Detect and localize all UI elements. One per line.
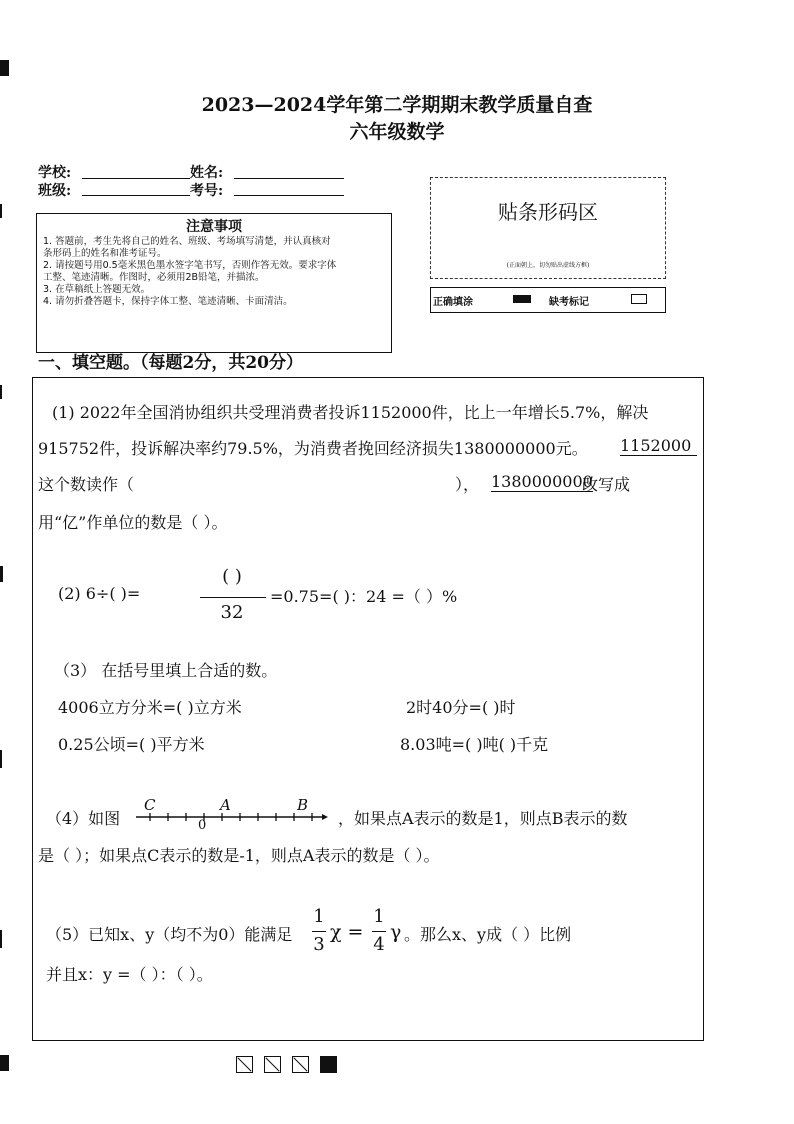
notice-line: 3. 在草稿纸上答题无效。 <box>43 284 151 295</box>
q5-fraction2-bar <box>372 931 386 932</box>
q3-item-c: 0.25公顷=( )平方米 <box>58 735 205 754</box>
q2-fraction-bar <box>200 597 266 598</box>
notice-line: 4. 请勿折叠答题卡，保持字体工整、笔迹清晰、卡面清洁。 <box>43 296 293 307</box>
q4-text: ，如果点A表示的数是1，则点B表示的数 <box>338 809 628 828</box>
registration-mark-left-3 <box>0 566 3 582</box>
q5-line2: 并且x：y =（ ）：（ ）。 <box>46 965 213 984</box>
q5-fraction2-numerator: 1 <box>373 906 385 927</box>
class-label: 班级: <box>38 183 72 199</box>
q4-line2: 是（ ）；如果点C表示的数是-1，则点A表示的数是（ ）。 <box>38 846 440 865</box>
q3-item-b: 2时40分=( )时 <box>406 698 516 717</box>
registration-mark-left-4 <box>0 750 2 768</box>
q2-fraction-numerator: ( ) <box>222 566 242 587</box>
number-line-label-b: B <box>297 796 309 814</box>
name-label: 姓名: <box>190 165 224 181</box>
q5-var2: γ <box>390 921 402 943</box>
q4-prefix: （4）如图 <box>46 809 121 828</box>
q5-var1: χ = <box>330 921 364 943</box>
barcode-note: (正面朝上，切勿贴出虚线方框) <box>506 262 590 269</box>
correct-fill-label: 正确填涂 <box>433 297 473 308</box>
absent-mark-label: 缺考标记 <box>549 297 589 308</box>
page-subtitle: 六年级数学 <box>349 121 445 143</box>
school-label: 学校: <box>38 165 72 181</box>
q5-fraction2-denominator: 4 <box>373 934 385 955</box>
q1-line3-close: ）， <box>455 475 480 494</box>
q2-fraction-denominator: 32 <box>220 602 244 623</box>
registration-mark-left-2 <box>0 385 2 399</box>
q3-item-a: 4006立方分米=( )立方米 <box>58 698 242 717</box>
page-mark-box-3 <box>292 1056 309 1073</box>
number-line-label-c: C <box>144 796 156 814</box>
q1-line1: (1) 2022年全国消协组织共受理消费者投诉1152000件，比上一年增长5.7%，解决 <box>52 403 649 422</box>
registration-mark-top-left <box>0 60 9 76</box>
q1-number-b: 1380000000 <box>491 472 593 491</box>
absent-mark-checkbox[interactable] <box>631 294 647 304</box>
q3-item-d: 8.03吨=( )吨( )千克 <box>400 735 549 754</box>
barcode-label: 贴条形码区 <box>498 200 598 224</box>
q1-number-a: 1152000 <box>620 436 697 456</box>
class-field[interactable] <box>82 195 190 196</box>
registration-mark-left-5 <box>0 930 2 948</box>
exam-number-label: 考号: <box>190 183 224 199</box>
q5-fraction1-numerator: 1 <box>313 906 325 927</box>
notice-box <box>36 213 392 353</box>
barcode-area <box>430 177 666 279</box>
q1-line2: 915752件，投诉解决率约79.5%，为消费者挽回经济损失1380000000元。 <box>38 439 588 458</box>
exam-number-field[interactable] <box>234 195 344 196</box>
section-title: 一、填空题。（每题2分，共20分） <box>38 353 303 373</box>
page-mark-box-2 <box>264 1056 281 1073</box>
page-title: 2023—2024学年第二学期期末教学质量自查 <box>201 94 593 116</box>
number-line-zero: 0 <box>198 818 207 833</box>
q2-left: (2) 6÷( )= <box>58 584 141 603</box>
q5-fraction1-denominator: 3 <box>313 934 325 955</box>
page-mark-box-1 <box>236 1056 253 1073</box>
notice-line: 条形码上的姓名和准考证号。 <box>43 248 167 259</box>
school-field[interactable] <box>82 178 190 179</box>
registration-mark-bottom-left <box>0 1055 9 1071</box>
q1-line3-end: 改写成 <box>582 475 631 494</box>
correct-fill-swatch <box>513 295 531 303</box>
page-mark-box-filled <box>320 1056 337 1073</box>
q5-prefix: （5）已知x、y（均不为0）能满足 <box>46 925 293 944</box>
q2-right: =0.75=( )：24 =（ ）% <box>270 587 458 606</box>
notice-line: 工整、笔迹清晰。作图时，必须用2B铅笔，并描浓。 <box>43 272 265 283</box>
number-line-label-a: A <box>220 796 231 814</box>
q1-line4: 用“亿”作单位的数是（ ）。 <box>38 513 228 532</box>
q1-line3-start: 这个数读作（ <box>38 475 135 494</box>
notice-line: 1. 答题前，考生先将自己的姓名、班级、考场填写清楚，并认真核对 <box>43 236 331 247</box>
notice-line: 2. 请按题号用0.5毫米黑色墨水签字笔书写，否则作答无效。要求字体 <box>43 260 337 271</box>
registration-mark-left-1 <box>0 204 2 218</box>
q5-suffix: 。那么x、y成（ ）比例 <box>404 925 572 944</box>
notice-heading: 注意事项 <box>186 219 242 235</box>
q3-title: （3） 在括号里填上合适的数。 <box>54 661 278 680</box>
name-field[interactable] <box>234 178 344 179</box>
fill-legend <box>430 287 666 313</box>
q5-fraction1-bar <box>312 931 326 932</box>
